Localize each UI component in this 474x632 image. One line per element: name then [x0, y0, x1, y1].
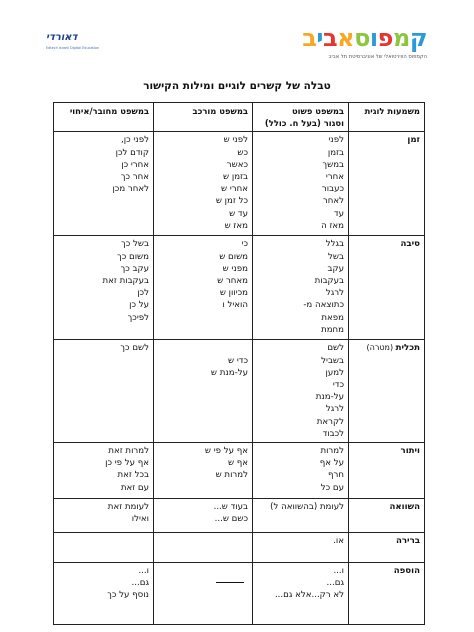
wordmark-letter: ב: [302, 24, 317, 52]
cell-line: לשם: [327, 343, 344, 354]
cell-complex: [154, 563, 253, 625]
cell-simple: [253, 533, 349, 563]
cell-line: אחרי: [325, 172, 344, 183]
cell-line: בעוד ש...: [213, 502, 248, 513]
cell-line: אחרי ש: [221, 184, 248, 195]
cell-meaning: [349, 132, 425, 236]
cell-line: ו...: [333, 566, 344, 577]
cell-line: גם...: [326, 578, 344, 589]
cell-line: מחמת: [321, 324, 344, 335]
kampus-aviv-wordmark: [292, 24, 427, 52]
cell-line: בגלל: [325, 239, 344, 250]
cell-line: עם זאת: [120, 482, 149, 493]
cell-line: לפיכך: [127, 312, 149, 323]
cell-line: עם כל: [320, 482, 344, 493]
wordmark-letter: ב: [322, 24, 338, 52]
cell-line: עד ש: [229, 208, 248, 219]
cell-line: למרות זאת: [108, 446, 149, 457]
wordmark-letter: א: [337, 24, 355, 52]
cell-simple: [253, 132, 349, 236]
cell-line: מאחר ש: [217, 276, 248, 287]
cell-line: אחר כך: [120, 172, 149, 183]
table-header-row: [54, 103, 425, 132]
cell-line: כתוצאה מ-: [303, 300, 344, 311]
cell-line: בזמן: [327, 147, 344, 158]
cell-line: בשביל: [321, 355, 344, 366]
cell-line: נוסף על כך: [107, 590, 149, 601]
cell-line: עקב: [327, 263, 344, 274]
cell-compound: [54, 563, 154, 625]
header-compound: במשפט מחובר/איחוי: [54, 103, 154, 132]
cell-line: אחרי כן: [121, 159, 149, 170]
cell-line: מאז ה: [321, 220, 344, 231]
partner-logo-mark: דאורדי: [46, 32, 78, 43]
cell-spacer: [158, 565, 248, 577]
cell-line: מפאת: [321, 312, 344, 323]
cell-line: לפני: [328, 135, 344, 146]
cell-line: כשם ש...: [214, 514, 248, 525]
cell-line: כי: [241, 239, 248, 250]
cell-line: לא רק...אלא גם...: [274, 590, 344, 601]
cell-line: כדי: [332, 380, 344, 391]
cell-line: למרות: [320, 446, 344, 457]
cell-simple: [253, 499, 349, 533]
cell-line: על-מנת ש: [210, 367, 248, 378]
cell-complex: [154, 499, 253, 533]
cell-line: קודם לכן: [115, 147, 149, 158]
meaning-label: ברירה: [395, 536, 420, 547]
cell-line: אף על פי כן: [105, 458, 149, 469]
cell-line: לקראת: [316, 416, 344, 427]
cell-line: לעומת (בהשוואה ל): [270, 502, 344, 513]
cell-line: אף ש: [227, 458, 248, 469]
cell-meaning: [349, 533, 425, 563]
cell-line: משום כך: [117, 251, 149, 262]
cell-line: לפני כן,: [121, 135, 149, 146]
cell-line: או.: [333, 536, 344, 547]
header-complex: במשפט מורכב: [154, 103, 253, 132]
cell-line: בזמן ש: [223, 172, 248, 183]
meaning-label: זמן: [407, 135, 420, 146]
cell-line: ואילו: [131, 514, 149, 525]
cell-simple: [253, 563, 349, 625]
cell-line: לפני ש: [223, 135, 248, 146]
cell-line: משום ש: [219, 251, 248, 262]
header-meaning: משמעות לוגית: [349, 103, 425, 132]
page-title: טבלה של קשרים לוגיים ומילות הקישור: [143, 80, 331, 92]
cell-line: בשל כך: [121, 239, 149, 250]
wordmark-letter: ק: [409, 24, 427, 52]
cell-line: על-מנת: [315, 392, 344, 403]
cell-line: עד: [333, 208, 344, 219]
cell-line: חרף: [328, 470, 344, 481]
cell-line: לכן: [137, 288, 149, 299]
cell-line: לכבוד: [322, 428, 344, 439]
cell-line: לאחר מכן: [112, 184, 149, 195]
table-row: [54, 563, 425, 625]
cell-line: למרות ש: [215, 470, 248, 481]
cell-line: לשם כך: [120, 343, 149, 354]
cell-compound: [54, 236, 154, 340]
cell-line: בכל זאת: [117, 470, 149, 481]
cell-line: במשך: [322, 159, 344, 170]
cell-line: מפני ש: [222, 263, 248, 274]
cell-complex: [154, 236, 253, 340]
header-simple: [253, 103, 349, 132]
cell-line: לעומת זאת: [107, 502, 149, 513]
cell-complex: [154, 533, 253, 563]
cell-line: בעקבות: [314, 276, 344, 287]
blank-line: [216, 582, 244, 583]
cell-compound: [54, 340, 154, 443]
cell-compound: [54, 132, 154, 236]
cell-line: כל זמן ש: [215, 196, 248, 207]
cell-meaning: [349, 499, 425, 533]
cell-simple: [253, 340, 349, 443]
table-row: [54, 443, 425, 499]
kampus-aviv-tagline: הקמפוס הווירטואלי של אוניברסיטת תל אביב: [328, 54, 427, 60]
cell-compound: [54, 533, 154, 563]
cell-line: בשל: [328, 251, 344, 262]
meaning-note: (מטרה): [366, 343, 396, 353]
cell-line: מכיוון ש: [219, 288, 248, 299]
cell-line: לאחר: [322, 196, 344, 207]
cell-complex: [154, 443, 253, 499]
cell-simple: [253, 443, 349, 499]
meaning-label: סיבה: [400, 239, 420, 250]
connectives-table: [53, 102, 425, 625]
cell-line: אף על פי ש: [204, 446, 248, 457]
cell-complex: [154, 132, 253, 236]
cell-line: כש: [237, 147, 248, 158]
cell-line: על אף: [319, 458, 344, 469]
meaning-label: ויתור: [400, 446, 420, 457]
cell-line: בעקבות זאת: [102, 276, 149, 287]
partner-logo: [46, 32, 104, 62]
header-simple-line: במשפט פשוט: [291, 106, 344, 116]
cell-meaning: [349, 563, 425, 625]
cell-line: עקב כך: [120, 263, 149, 274]
wordmark-letter: ס: [354, 24, 370, 52]
cell-line: כדי ש: [228, 355, 248, 366]
cell-meaning: [349, 236, 425, 340]
cell-line: על כן: [129, 300, 149, 311]
cell-line: מאז ש: [224, 220, 248, 231]
table-row: [54, 236, 425, 340]
cell-line: כעבור: [321, 184, 344, 195]
cell-line: למען: [325, 367, 344, 378]
table-row: [54, 340, 425, 443]
wordmark-letter: ו: [369, 24, 378, 52]
cell-line: הואיל ו: [222, 300, 248, 311]
header-simple-line: וסגור (בעל ח. כולל): [264, 118, 344, 129]
cell-line: [158, 577, 248, 589]
cell-line: כאשר: [226, 159, 248, 170]
cell-line: לרגל: [325, 288, 344, 299]
wordmark-letter: מ: [392, 24, 410, 52]
cell-complex: [154, 340, 253, 443]
cell-simple: [253, 236, 349, 340]
cell-line: גם...: [131, 578, 149, 589]
cell-line: לרגל: [325, 404, 344, 415]
cell-line: ו...: [138, 566, 149, 577]
meaning-label: הוספה: [393, 566, 420, 577]
cell-compound: [54, 499, 154, 533]
wordmark-letter: י: [316, 24, 323, 52]
table-row: [54, 533, 425, 563]
meaning-label: תכלית: [395, 343, 420, 354]
meaning-label: השוואה: [389, 502, 420, 513]
cell-meaning: [349, 443, 425, 499]
cell-meaning: [349, 340, 425, 443]
table-row: [54, 132, 425, 236]
kampus-aviv-logo: [292, 24, 427, 66]
cell-line: [158, 342, 248, 354]
table-row: [54, 499, 425, 533]
wordmark-letter: פ: [377, 24, 393, 52]
cell-compound: [54, 443, 154, 499]
partner-logo-subtitle: Edtech Israeli Digital Education: [46, 46, 100, 50]
